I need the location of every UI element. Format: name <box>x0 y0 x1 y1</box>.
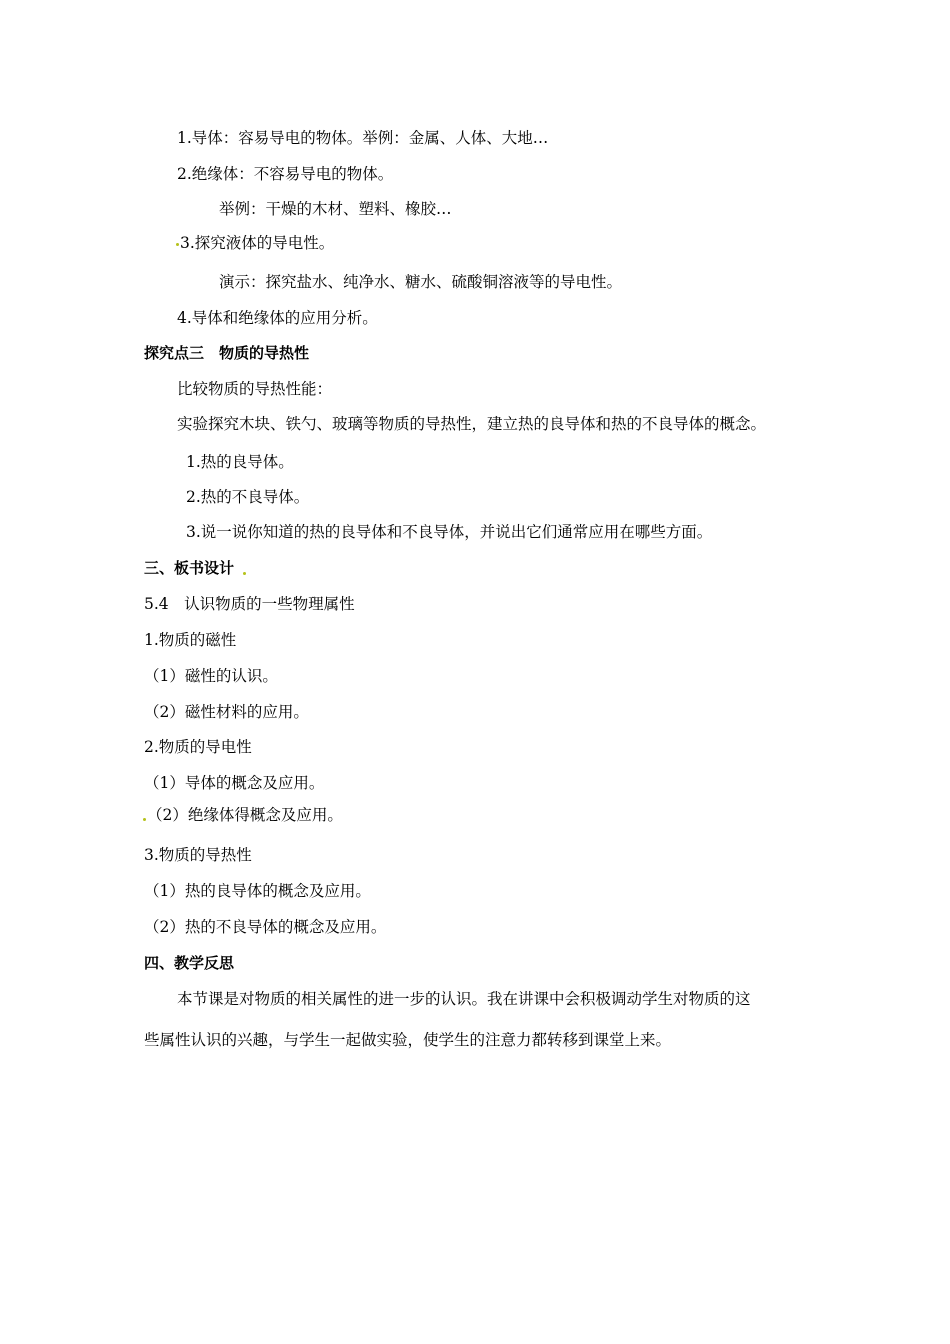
text-line: 4.导体和绝缘体的应用分析。 <box>177 309 378 327</box>
text-line: 1.导体：容易导电的物体。举例：金属、人体、大地… <box>177 129 549 147</box>
text-line: 3.说一说你知道的热的良导体和不良导体，并说出它们通常应用在哪些方面。 <box>186 523 713 541</box>
marker-dot <box>143 818 146 821</box>
text-line: 2.绝缘体：不容易导电的物体。 <box>177 165 394 183</box>
text-line: 5.4 认识物质的一些物理属性 <box>144 595 355 613</box>
text-line: （1）导体的概念及应用。 <box>144 774 325 792</box>
marker-dot <box>243 572 246 575</box>
section-heading: 三、板书设计 <box>144 559 235 577</box>
text-line: （1）磁性的认识。 <box>144 667 278 685</box>
text-line: （2）磁性材料的应用。 <box>144 703 309 721</box>
text-line: （2）绝缘体得概念及应用。 <box>147 806 343 824</box>
text-line: （1）热的良导体的概念及应用。 <box>144 882 371 900</box>
marker-dot <box>176 243 179 246</box>
text-line: 演示：探究盐水、纯净水、糖水、硫酸铜溶液等的导电性。 <box>219 273 623 291</box>
text-line: 1.热的良导体。 <box>186 453 294 471</box>
section-heading: 四、教学反思 <box>144 954 235 972</box>
section-heading: 探究点三 物质的导热性 <box>144 344 310 362</box>
text-line: 3.探究液体的导电性。 <box>180 234 335 252</box>
text-line: 实验探究木块、铁勺、玻璃等物质的导热性，建立热的良导体和热的不良导体的概念。 <box>177 415 767 433</box>
text-line: 2.热的不良导体。 <box>186 488 310 506</box>
paragraph-line: 些属性认识的兴趣，与学生一起做实验，使学生的注意力都转移到课堂上来。 <box>144 1031 672 1049</box>
text-line: 举例：干燥的木材、塑料、橡胶… <box>219 200 452 218</box>
text-line: 1.物质的磁性 <box>144 631 237 649</box>
text-line: （2）热的不良导体的概念及应用。 <box>144 918 387 936</box>
paragraph-line: 本节课是对物质的相关属性的进一步的认识。我在讲课中会积极调动学生对物质的这 <box>177 990 751 1008</box>
text-line: 3.物质的导热性 <box>144 846 252 864</box>
text-line: 比较物质的导热性能： <box>177 380 333 398</box>
text-line: 2.物质的导电性 <box>144 738 252 756</box>
